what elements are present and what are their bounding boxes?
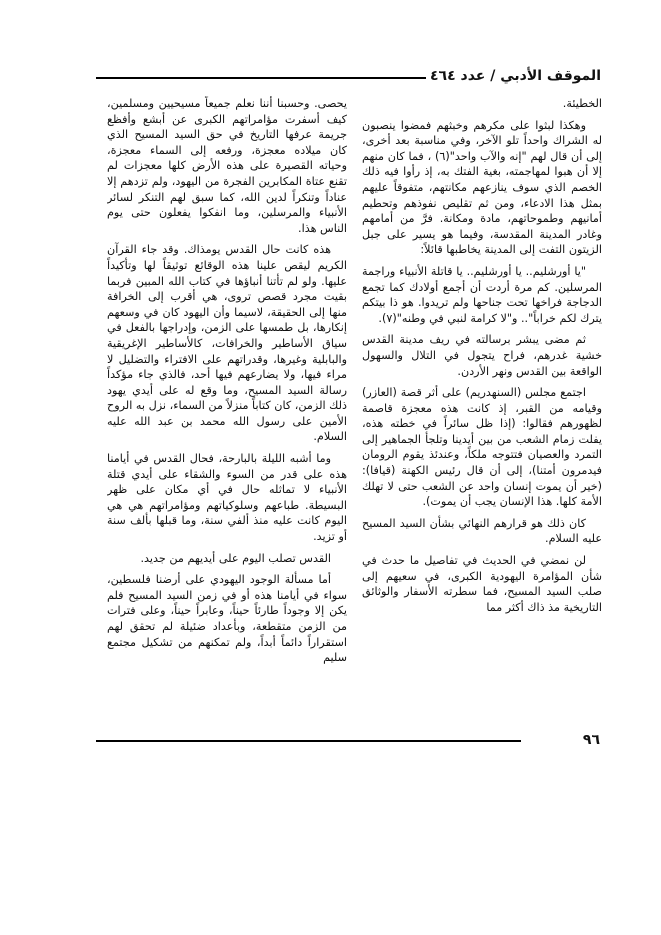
journal-title: الموقف الأدبي / عدد ٤٦٤ xyxy=(430,68,601,84)
paragraph: اجتمع مجلس (السنهدريم) على أثر قصة (العازر) وقيامه من القبر، إذ كانت هذه معجزة قاصمة لظهورهم فقالوا: (إذا ظل سائراً في خطته هذه، يفلت زمام الشعب من بين أيدينا وتلجأ الجماهير إلى التمرد والعصيان فتتوجه ملكاً، وعندئذ يقوم الرومان فيدمرون أمتنا)، إلى أن قال رئيس الكهنة (قيافا): (خير أن يموت إنسان واحد عن الشعب حتى لا تهلك الأمة كلها. هذا الإنسان يجب أن يموت). xyxy=(362,386,602,509)
paragraph: لن نمضي في الحديث في تفاصيل ما حدث في شأن المؤامرة اليهودية الكبرى، في سعيهم إلى صلب السيد المسيح، فما سطرته الأسفار والوثائق التاريخية مذ ذاك أكثر مما xyxy=(362,554,602,614)
paragraph: هذه كانت حال القدس يومذاك. وقد جاء القرآن الكريم ليقص علينا هذه الوقائع توثيقاً لها وتأكيداً عليها. ولو لم تأتنا أنباؤها في كتاب الله المبين فربما بقيت مجرد قصص تروى، هي أقرب إلى الخرافة منها إلى الحقيقة، لاسيما وأن اليهود كان في وسعهم إنكارها، بل طمسها على الزمن، وإدراجها بالفعل في سياق الأساطير والخرافات، كالأساطير الإغريقية والبابلية وغيرها، وقدراتهم على الافتراء والتضليل لا مراء فيها، ولا يضارعهم فيها أحد، فالذي جاء مؤكداً رسالة السيد المسيح، وما وقع له على أيدي يهود ذلك الزمن، كان كتاباً منزلاً من السماء، نزل به الروح الأمين على رسول الله محمد بن عبد الله عليه السلام. xyxy=(107,243,347,444)
paragraph: كان ذلك هو قرارهم النهائي بشأن السيد المسيح عليه السلام. xyxy=(362,516,602,546)
text-column-right xyxy=(362,96,602,736)
paragraph: أما مسألة الوجود اليهودي على أرضنا فلسطين، سواء في أيامنا هذه أو في زمن السيد المسيح فلم يكن إلا وجوداً طارئاً حيناً، وعابراً حيناً، وعلى فترات من الزمن متقطعة، وبأعداد ضئيلة لم تحقق لهم استقراراً دائماً أبداً، ولم تمكنهم من تشكيل مجتمع سليم xyxy=(107,573,347,665)
text-column-left xyxy=(107,96,347,736)
page-header xyxy=(96,66,601,86)
paragraph: الخطيئة. xyxy=(562,97,602,110)
paragraph: وهكذا لبثوا على مكرهم وخبثهم فمضوا ينصبون له الشراك واحداً تلو الآخر، وفي مناسبة بعد أخرى، إلى أن قال لهم "إنه والآب واحد"(٦) ، فما كان منهم إلا أن هبوا لمهاجمته، بغية الفتك به، إذ رأوا فيه ذلك الخصم الذي سوف ينازعهم مكانتهم، متفوقاً عليهم بمثل هذا الادعاء، ومن ثم تقليص نفوذهم وتحطيم أمانيهم وطموحاتهم، مادة ومكانة. فرَّ من أمامهم وغادر المدينة المقدسة، وفيما هو يسير على جبل الزيتون التفت إلى المدينة يخاطبها قائلاً: xyxy=(362,118,602,257)
footer-rule xyxy=(96,740,521,742)
header-rule xyxy=(96,77,426,79)
paragraph: القدس تصلب اليوم على أيديهم من جديد. xyxy=(140,551,331,565)
paragraph: يحصى. وحسبنا أننا نعلم جميعاً مسيحيين ومسلمين، كيف أسفرت مؤامراتهم الكبرى عن أبشع وأفظع جريمة عرفها التاريخ في حق السيد المسيح الذي كان ميلاده معجزة، ورفعه إلى السماء معجزة، وحياته القصيرة على هذه الأرض كلها معجزات لم تقنع عتاة المكابرين الفجرة من اليهود، ولم تزدهم إلا عناداً وتنكراً لدين الله، كما سبق لهم التنكر لسائر الأنبياء والمرسلين، وما انفكوا يفعلون حتى يوم الناس هذا. xyxy=(107,97,347,235)
paragraph: "يا أورشليم.. يا أورشليم.. يا قاتلة الأنبياء وراجمة المرسلين. كم مرة أردت أن أجمع أولادك كما تجمع الدجاجة فراخها تحت جناحها ولم تريدوا. هو ذا بيتكم يترك لكم خراباً".. و"لا كرامة لنبي في وطنه"(٧). xyxy=(362,264,602,325)
paragraph: وما أشبه الليلة بالبارحة، فحال القدس في أيامنا هذه على قدر من السوء والشقاء على أيدي قتلة الأنبياء لا تماثله حال في أي مكان على ظهر البسيطة. طباعهم وسلوكياتهم ومؤامراتهم هي هي اليوم كانت عليه منذ ألفي سنة، وما قبلها بألف سنة أو تزيد. xyxy=(107,452,347,544)
paragraph: ثم مضى يبشر برسالته في ريف مدينة القدس خشية غدرهم، فراح يتجول في التلال والسهول الواقعة بين القدس ونهر الأردن. xyxy=(362,333,602,378)
page-number: ٩٦ xyxy=(582,732,600,748)
